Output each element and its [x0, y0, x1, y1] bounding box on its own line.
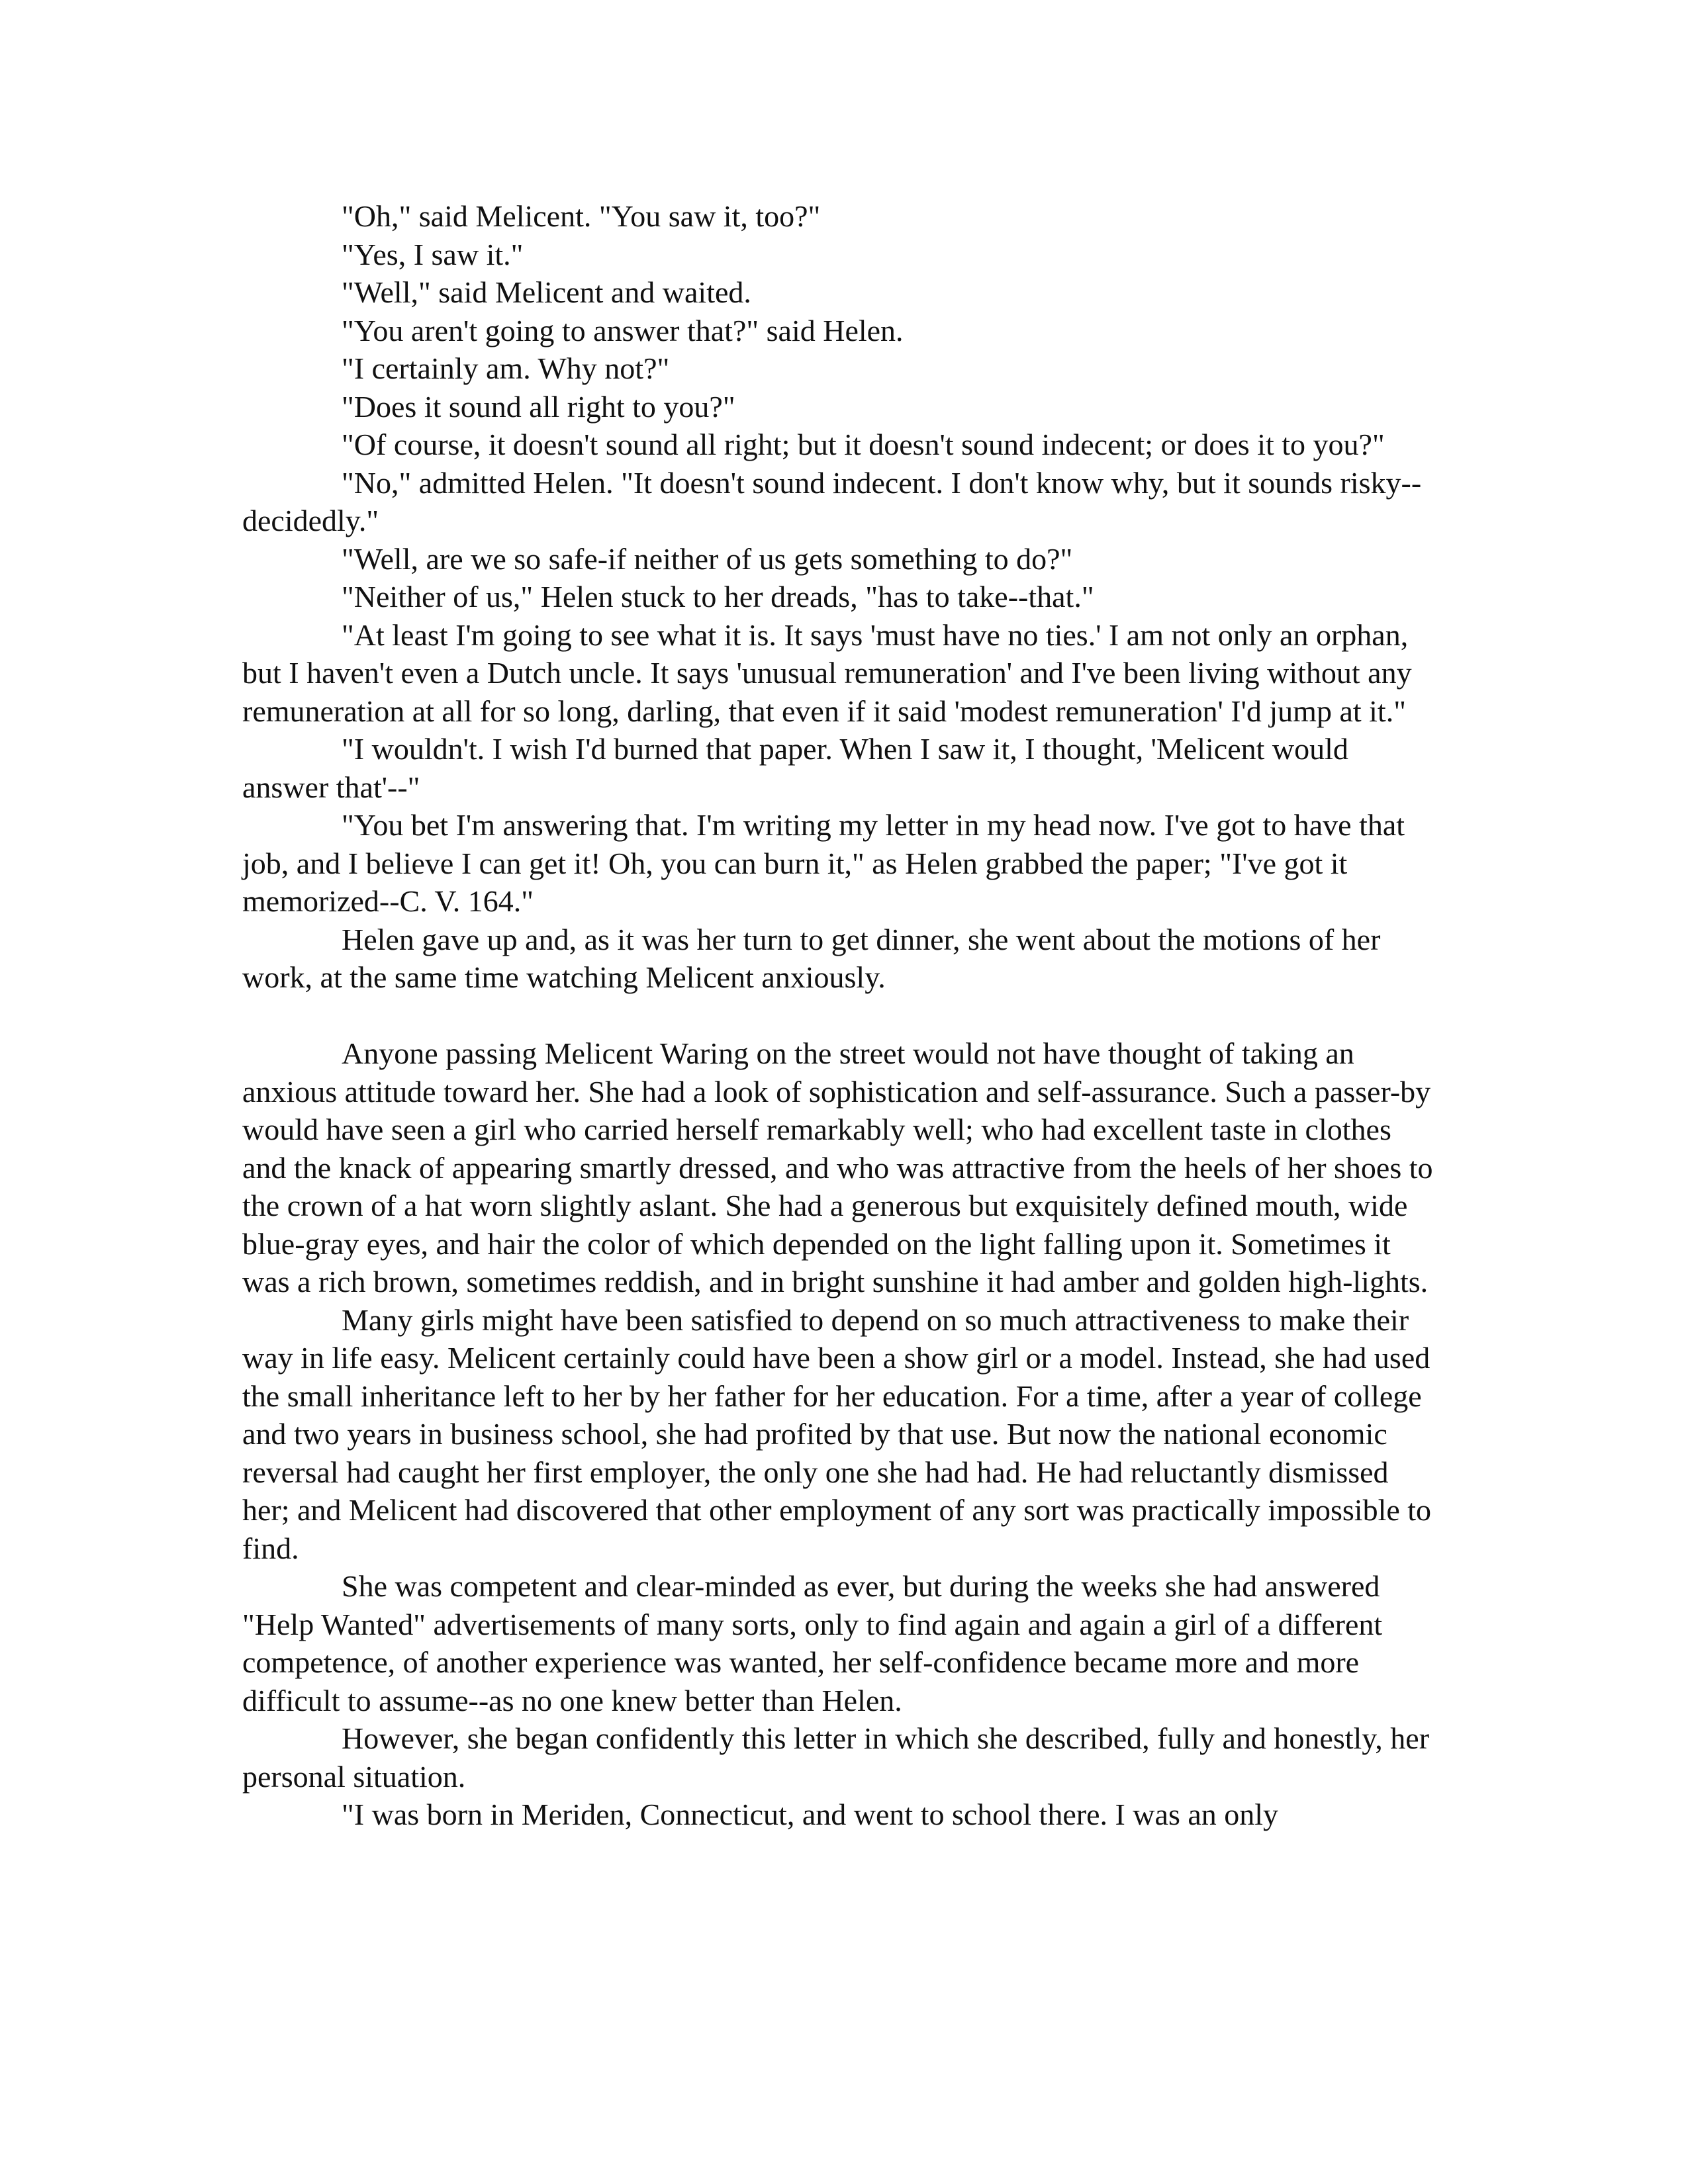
paragraph: "Oh," said Melicent. "You saw it, too?"	[342, 199, 821, 233]
section-break	[242, 997, 1440, 1035]
paragraph: "I wouldn't. I wish I'd burned that paper. When I saw it, I thought, 'Melicent would answer that'--"	[242, 732, 1348, 804]
paragraph: Helen gave up and, as it was her turn to get dinner, she went about the motions of her work, at the same time watching Melicent anxiously.	[242, 922, 1381, 994]
body-text	[242, 197, 1440, 1834]
paragraph: "Yes, I saw it."	[342, 237, 524, 271]
paragraph: "You bet I'm answering that. I'm writing my letter in my head now. I've got to have that job, and I believe I can get it! Oh, you can burn it," as Helen grabbed the paper; "I've got it memorized--C. V. 164."	[242, 808, 1405, 918]
paragraph: "Of course, it doesn't sound all right; but it doesn't sound indecent; or does it to you?"	[342, 428, 1385, 461]
paragraph: However, she began confidently this letter in which she described, fully and honestly, her personal situation.	[242, 1721, 1430, 1794]
paragraph: "I was born in Meriden, Connecticut, and went to school there. I was an only	[342, 1797, 1279, 1831]
paragraph: "Well," said Melicent and waited.	[342, 275, 751, 309]
paragraph: Anyone passing Melicent Waring on the street would not have thought of taking an anxious attitude toward her. She had a look of sophistication and self-assurance. Such a passer-by would have seen a girl who carried herself remarkably well; who had excellent taste in clothes and the knack of appearing smartly dressed, and who was attractive from the heels of her shoes to the crown of a hat worn slightly aslant. She had a generous but exquisitely defined mouth, wide blue-gray eyes, and hair the color of which depended on the light falling upon it. Sometimes it was a rich brown, sometimes reddish, and in bright sunshine it had amber and golden high-lights.	[242, 1036, 1433, 1298]
paragraph: "I certainly am. Why not?"	[342, 351, 670, 385]
paragraph: "At least I'm going to see what it is. It says 'must have no ties.' I am not only an orphan, but I haven't even a Dutch uncle. It says 'unusual remuneration' and I've been living without any remuneration at all for so long, darling, that even if it said 'modest remuneration' I'd jump at it."	[242, 617, 1412, 728]
paragraph: "Well, are we so safe-if neither of us gets something to do?"	[342, 541, 1073, 576]
paragraph: Many girls might have been satisfied to depend on so much attractiveness to make their way in life easy. Melicent certainly could have been a show girl or a model. Instead, she had used the small inheritance left to her by her father for her education. For a time, after a year of college and two years in business school, she had profited by that use. But now the national economic reversal had caught her first employer, the only one she had had. He had reluctantly dismissed her; and Melicent had discovered that other employment of any sort was practically impossible to find.	[242, 1302, 1432, 1565]
paragraph: "No," admitted Helen. "It doesn't sound indecent. I don't know why, but it sounds risky--decidedly."	[242, 465, 1422, 537]
paragraph: "Does it sound all right to you?"	[342, 389, 735, 424]
paragraph: "Neither of us," Helen stuck to her dreads, "has to take--that."	[342, 580, 1094, 614]
paragraph: She was competent and clear-minded as ever, but during the weeks she had answered "Help Wanted" advertisements of many sorts, only to find again and again a girl of a different competence, of another experience was wanted, her self-confidence became more and more difficult to assume--as no one knew better than Helen.	[242, 1569, 1383, 1717]
paragraph: "You aren't going to answer that?" said Helen.	[342, 313, 904, 347]
